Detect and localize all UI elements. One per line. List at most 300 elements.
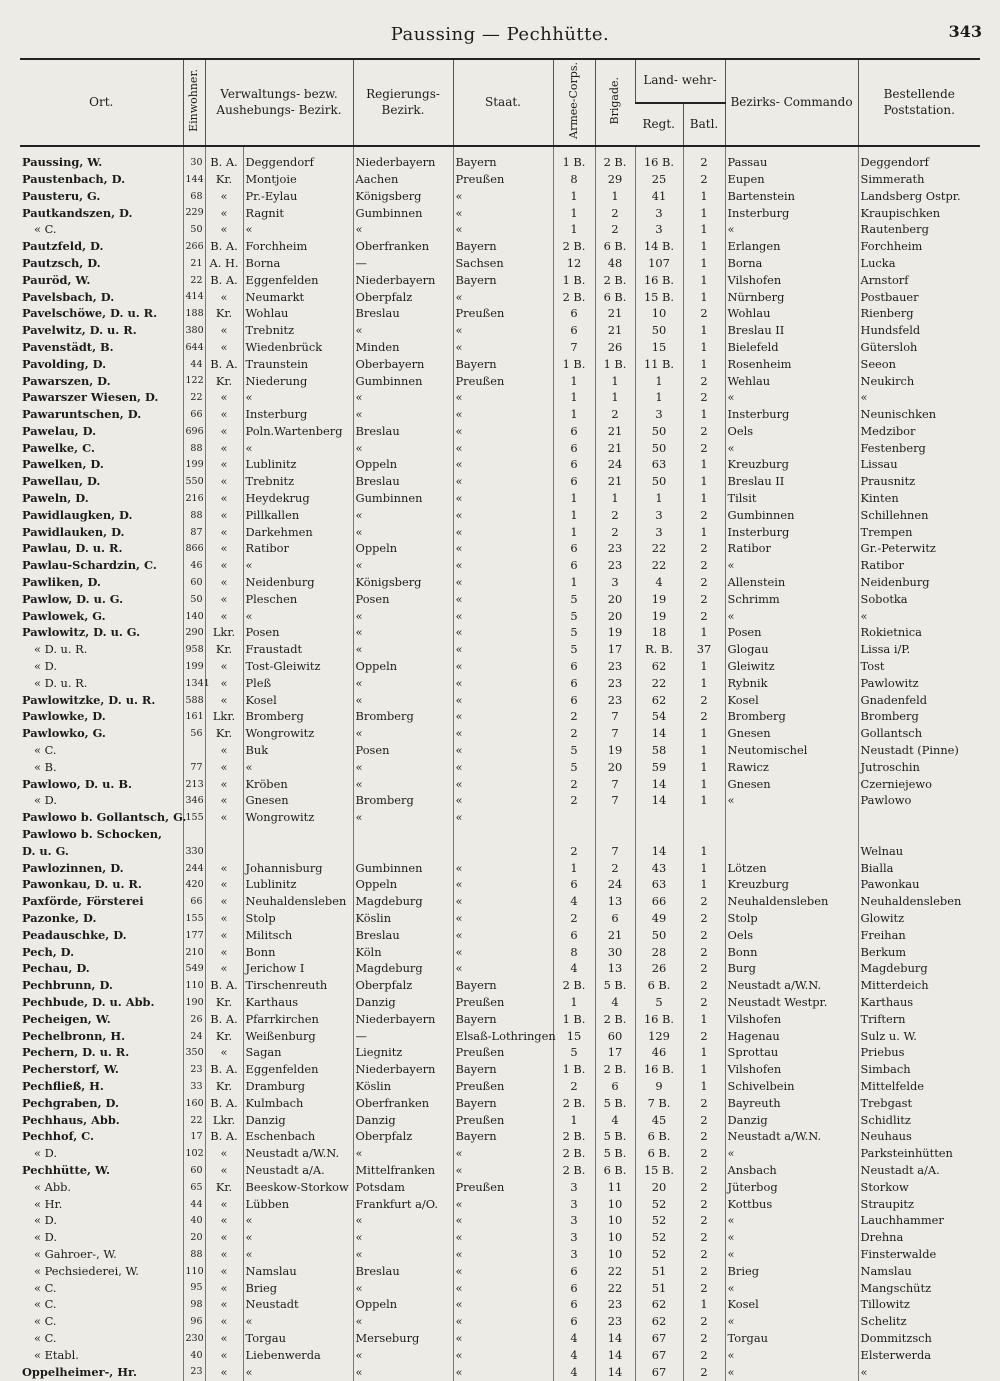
- col-ort: Ort.: [20, 59, 183, 146]
- cell-regierung: Breslau: [353, 1263, 453, 1280]
- cell-batl: 1: [683, 742, 725, 759]
- cell-armee: 2 B.: [553, 1162, 595, 1179]
- cell-batl: [683, 810, 725, 827]
- cell-einwohner: 22: [183, 1112, 205, 1129]
- cell-brigade: 5 B.: [595, 1129, 635, 1146]
- cell-regt: 7 B.: [635, 1095, 683, 1112]
- cell-ort: « C.: [34, 1314, 57, 1329]
- cell-bezirk: Montjoie: [243, 171, 353, 188]
- cell-staat: «: [453, 1229, 553, 1246]
- cell-commando: «: [725, 558, 858, 575]
- cell-ort: « D. u. R.: [34, 642, 88, 657]
- table-row: [20, 1095, 980, 1112]
- cell-amt: «: [205, 507, 243, 524]
- cell-batl: 2: [683, 692, 725, 709]
- cell-commando: Allenstein: [725, 574, 858, 591]
- cell-commando: Stolp: [725, 910, 858, 927]
- cell-staat: «: [453, 877, 553, 894]
- cell-amt: Lkr.: [205, 625, 243, 642]
- cell-regt: 3: [635, 406, 683, 423]
- cell-batl: 2: [683, 944, 725, 961]
- cell-post: Trebgast: [858, 1095, 980, 1112]
- cell-post: Gnadenfeld: [858, 692, 980, 709]
- cell-armee: 4: [553, 1347, 595, 1364]
- cell-regierung: Bromberg: [353, 709, 453, 726]
- cell-staat: «: [453, 1263, 553, 1280]
- cell-brigade: 1: [595, 390, 635, 407]
- cell-bezirk: Neumarkt: [243, 289, 353, 306]
- cell-bezirk: «: [243, 1213, 353, 1230]
- cell-brigade: 7: [595, 709, 635, 726]
- cell-ort: Pech, D.: [22, 944, 75, 959]
- cell-einwohner: 40: [183, 1213, 205, 1230]
- cell-commando: Tilsit: [725, 490, 858, 507]
- cell-commando: Insterburg: [725, 205, 858, 222]
- cell-regt: 52: [635, 1196, 683, 1213]
- cell-staat: Bayern: [453, 146, 553, 171]
- table-row: [20, 726, 980, 743]
- cell-staat: «: [453, 793, 553, 810]
- cell-einwohner: 20: [183, 1229, 205, 1246]
- cell-regt: 25: [635, 171, 683, 188]
- cell-amt: «: [205, 675, 243, 692]
- cell-regierung: «: [353, 1347, 453, 1364]
- cell-brigade: 24: [595, 457, 635, 474]
- cell-einwohner: 290: [183, 625, 205, 642]
- cell-einwohner: 330: [183, 843, 205, 860]
- cell-post: Freihan: [858, 927, 980, 944]
- cell-brigade: 20: [595, 608, 635, 625]
- cell-brigade: 3: [595, 574, 635, 591]
- cell-ort: Pawidlauken, D.: [22, 524, 125, 539]
- cell-bezirk: Lübben: [243, 1196, 353, 1213]
- cell-amt: «: [205, 692, 243, 709]
- cell-commando: «: [725, 1246, 858, 1263]
- cell-amt: «: [205, 490, 243, 507]
- cell-commando: Ratibor: [725, 541, 858, 558]
- cell-staat: «: [453, 608, 553, 625]
- cell-einwohner: 88: [183, 440, 205, 457]
- cell-commando: Ansbach: [725, 1162, 858, 1179]
- cell-regierung: Köslin: [353, 1078, 453, 1095]
- cell-batl: 1: [683, 205, 725, 222]
- cell-regt: 50: [635, 440, 683, 457]
- cell-armee: 2 B.: [553, 289, 595, 306]
- cell-amt: «: [205, 658, 243, 675]
- cell-staat: «: [453, 1246, 553, 1263]
- cell-staat: Elsaß-Lothringen: [453, 1028, 553, 1045]
- cell-brigade: 7: [595, 776, 635, 793]
- cell-bezirk: «: [243, 558, 353, 575]
- cell-einwohner: 350: [183, 1045, 205, 1062]
- cell-batl: 2: [683, 1330, 725, 1347]
- cell-amt: A. H.: [205, 255, 243, 272]
- cell-brigade: 21: [595, 927, 635, 944]
- cell-brigade: 60: [595, 1028, 635, 1045]
- cell-brigade: 10: [595, 1229, 635, 1246]
- cell-regierung: «: [353, 692, 453, 709]
- cell-batl: 2: [683, 927, 725, 944]
- cell-batl: 37: [683, 642, 725, 659]
- cell-regierung: Aachen: [353, 171, 453, 188]
- cell-commando: Sprottau: [725, 1045, 858, 1062]
- cell-ort: « D.: [34, 659, 57, 674]
- col-einwohner: Einwohner.: [183, 59, 205, 146]
- cell-einwohner: 230: [183, 1330, 205, 1347]
- cell-post: Gollantsch: [858, 726, 980, 743]
- cell-commando: Neustadt Westpr.: [725, 994, 858, 1011]
- cell-bezirk: «: [243, 1364, 353, 1381]
- cell-regierung: Danzig: [353, 1112, 453, 1129]
- cell-regt: 14: [635, 793, 683, 810]
- table-row: [20, 1196, 980, 1213]
- table-row: [20, 574, 980, 591]
- cell-post: Schillehnen: [858, 507, 980, 524]
- cell-regt: 16 B.: [635, 272, 683, 289]
- cell-batl: 1: [683, 322, 725, 339]
- col-staat: Staat.: [453, 59, 553, 146]
- cell-post: Mitterdeich: [858, 978, 980, 995]
- table-row: [20, 541, 980, 558]
- table-row: [20, 642, 980, 659]
- cell-amt: Kr.: [205, 642, 243, 659]
- table-row: [20, 146, 980, 171]
- cell-ort: D. u. G.: [22, 843, 69, 858]
- cell-regt: 1: [635, 390, 683, 407]
- table-row: [20, 490, 980, 507]
- col-regt: Regt.: [635, 103, 683, 147]
- cell-ort: « C.: [34, 222, 57, 237]
- cell-staat: «: [453, 524, 553, 541]
- cell-regierung: Oppeln: [353, 877, 453, 894]
- cell-regierung: Niederbayern: [353, 1011, 453, 1028]
- cell-staat: «: [453, 188, 553, 205]
- cell-ort: Pecheigen, W.: [22, 1011, 111, 1026]
- cell-commando: Rybnik: [725, 675, 858, 692]
- cell-regierung: «: [353, 406, 453, 423]
- cell-post: Sulz u. W.: [858, 1028, 980, 1045]
- cell-commando: Schrimm: [725, 591, 858, 608]
- cell-regt: 50: [635, 927, 683, 944]
- cell-ort: Pavelschöwe, D. u. R.: [22, 306, 158, 321]
- cell-einwohner: 87: [183, 524, 205, 541]
- cell-regt: 10: [635, 306, 683, 323]
- cell-regierung: «: [353, 322, 453, 339]
- cell-ort: « C.: [34, 1297, 57, 1312]
- cell-bezirk: Eggenfelden: [243, 272, 353, 289]
- table-row: [20, 222, 980, 239]
- cell-regierung: «: [353, 1313, 453, 1330]
- cell-regierung: Oppeln: [353, 1297, 453, 1314]
- cell-batl: 2: [683, 373, 725, 390]
- cell-post: Simbach: [858, 1061, 980, 1078]
- cell-batl: 2: [683, 608, 725, 625]
- cell-einwohner: 244: [183, 860, 205, 877]
- cell-amt: [205, 826, 243, 843]
- cell-post: Lauchhammer: [858, 1213, 980, 1230]
- cell-brigade: 11: [595, 1179, 635, 1196]
- cell-ort: Pawellau, D.: [22, 474, 101, 489]
- cell-post: «: [858, 608, 980, 625]
- cell-post: Neuhaus: [858, 1129, 980, 1146]
- cell-regt: 6 B.: [635, 1129, 683, 1146]
- cell-einwohner: 588: [183, 692, 205, 709]
- cell-ort: « Etabl.: [34, 1347, 79, 1362]
- cell-staat: «: [453, 944, 553, 961]
- cell-einwohner: 414: [183, 289, 205, 306]
- cell-ort: Pawlozinnen, D.: [22, 860, 124, 875]
- cell-post: Pawlowo: [858, 793, 980, 810]
- cell-regierung: Niederbayern: [353, 1061, 453, 1078]
- cell-post: Deggendorf: [858, 146, 980, 171]
- cell-post: Simmerath: [858, 171, 980, 188]
- cell-ort: « Abb.: [34, 1179, 72, 1194]
- cell-post: Berkum: [858, 944, 980, 961]
- cell-amt: B. A.: [205, 272, 243, 289]
- cell-bezirk: Pillkallen: [243, 507, 353, 524]
- cell-amt: «: [205, 322, 243, 339]
- cell-staat: Preußen: [453, 994, 553, 1011]
- cell-staat: «: [453, 222, 553, 239]
- cell-regierung: Oppeln: [353, 457, 453, 474]
- cell-batl: 2: [683, 1313, 725, 1330]
- cell-staat: «: [453, 423, 553, 440]
- cell-batl: 2: [683, 574, 725, 591]
- cell-regierung: Königsberg: [353, 574, 453, 591]
- cell-staat: «: [453, 541, 553, 558]
- cell-amt: «: [205, 910, 243, 927]
- cell-batl: 1: [683, 658, 725, 675]
- cell-amt: «: [205, 961, 243, 978]
- cell-regierung: Posen: [353, 591, 453, 608]
- cell-post: Mangschütz: [858, 1280, 980, 1297]
- cell-bezirk: Insterburg: [243, 406, 353, 423]
- cell-batl: 2: [683, 978, 725, 995]
- cell-post: [858, 826, 980, 843]
- table-row: [20, 457, 980, 474]
- cell-post: Ratibor: [858, 558, 980, 575]
- cell-staat: [453, 843, 553, 860]
- cell-brigade: 2: [595, 524, 635, 541]
- cell-armee: 1 B.: [553, 356, 595, 373]
- cell-post: Trempen: [858, 524, 980, 541]
- cell-staat: «: [453, 658, 553, 675]
- cell-batl: 1: [683, 1297, 725, 1314]
- cell-post: Parksteinhütten: [858, 1145, 980, 1162]
- cell-amt: «: [205, 1246, 243, 1263]
- cell-bezirk: Neustadt a/W.N.: [243, 1145, 353, 1162]
- cell-batl: 2: [683, 507, 725, 524]
- running-title: Paussing — Pechhütte.: [390, 24, 610, 45]
- cell-regierung: «: [353, 1364, 453, 1381]
- cell-regierung: Posen: [353, 742, 453, 759]
- cell-regt: 62: [635, 1313, 683, 1330]
- cell-einwohner: 177: [183, 927, 205, 944]
- cell-einwohner: [183, 742, 205, 759]
- cell-brigade: 2: [595, 406, 635, 423]
- cell-batl: 1: [683, 289, 725, 306]
- table-row: [20, 961, 980, 978]
- cell-ort: Pechhof, C.: [22, 1129, 95, 1144]
- cell-armee: 2: [553, 709, 595, 726]
- cell-bezirk: Pleß: [243, 675, 353, 692]
- cell-commando: Hagenau: [725, 1028, 858, 1045]
- cell-batl: 2: [683, 961, 725, 978]
- table-row: [20, 826, 980, 843]
- cell-staat: «: [453, 507, 553, 524]
- cell-bezirk: Stolp: [243, 910, 353, 927]
- table-row: [20, 759, 980, 776]
- cell-regierung: [353, 826, 453, 843]
- table-row: [20, 507, 980, 524]
- cell-einwohner: 188: [183, 306, 205, 323]
- cell-regt: 22: [635, 675, 683, 692]
- cell-bezirk: Pr.-Eylau: [243, 188, 353, 205]
- cell-regierung: Breslau: [353, 927, 453, 944]
- cell-brigade: 23: [595, 658, 635, 675]
- cell-post: Lissau: [858, 457, 980, 474]
- cell-bezirk: Lublinitz: [243, 877, 353, 894]
- cell-post: Pawonkau: [858, 877, 980, 894]
- cell-ort: Pazonke, D.: [22, 911, 97, 925]
- cell-batl: 1: [683, 793, 725, 810]
- cell-post: Tillowitz: [858, 1297, 980, 1314]
- cell-regt: 51: [635, 1263, 683, 1280]
- cell-ort: Pawlowo b. Gollantsch, G.: [22, 810, 187, 825]
- cell-bezirk: Heydekrug: [243, 490, 353, 507]
- cell-batl: 1: [683, 776, 725, 793]
- cell-ort: Pawlowko, G.: [22, 726, 106, 741]
- cell-post: Medzibor: [858, 423, 980, 440]
- cell-armee: 6: [553, 675, 595, 692]
- cell-bezirk: Darkehmen: [243, 524, 353, 541]
- cell-einwohner: 161: [183, 709, 205, 726]
- cell-batl: 1: [683, 524, 725, 541]
- cell-ort: Pawelken, D.: [22, 457, 104, 472]
- cell-ort: Pauröd, W.: [22, 272, 91, 287]
- cell-armee: 4: [553, 1364, 595, 1381]
- table-row: [20, 322, 980, 339]
- cell-post: [858, 810, 980, 827]
- cell-amt: «: [205, 742, 243, 759]
- cell-regt: 62: [635, 1297, 683, 1314]
- cell-armee: 1 B.: [553, 146, 595, 171]
- cell-post: Kinten: [858, 490, 980, 507]
- table-row: [20, 1280, 980, 1297]
- cell-ort: Pawidlaugken, D.: [22, 507, 133, 522]
- cell-amt: [205, 843, 243, 860]
- cell-amt: «: [205, 1297, 243, 1314]
- cell-batl: 1: [683, 1078, 725, 1095]
- cell-regt: 22: [635, 558, 683, 575]
- cell-armee: 3: [553, 1196, 595, 1213]
- cell-amt: «: [205, 188, 243, 205]
- table-row: [20, 608, 980, 625]
- cell-regierung: Oberpfalz: [353, 978, 453, 995]
- cell-bezirk: Buk: [243, 742, 353, 759]
- cell-brigade: 19: [595, 625, 635, 642]
- table-row: [20, 1145, 980, 1162]
- cell-brigade: [595, 826, 635, 843]
- cell-post: Glowitz: [858, 910, 980, 927]
- cell-einwohner: 216: [183, 490, 205, 507]
- cell-amt: «: [205, 1229, 243, 1246]
- cell-armee: 2 B.: [553, 1129, 595, 1146]
- cell-regt: 58: [635, 742, 683, 759]
- cell-amt: «: [205, 406, 243, 423]
- cell-einwohner: 122: [183, 373, 205, 390]
- cell-amt: B. A.: [205, 1095, 243, 1112]
- cell-bezirk: «: [243, 1229, 353, 1246]
- cell-batl: 1: [683, 877, 725, 894]
- cell-armee: 3: [553, 1229, 595, 1246]
- cell-regt: 28: [635, 944, 683, 961]
- cell-brigade: 13: [595, 961, 635, 978]
- cell-einwohner: 22: [183, 390, 205, 407]
- cell-armee: 5: [553, 742, 595, 759]
- cell-brigade: 14: [595, 1364, 635, 1381]
- cell-commando: Jüterbog: [725, 1179, 858, 1196]
- cell-ort: Pawaruntschen, D.: [22, 407, 142, 422]
- cell-commando: «: [725, 222, 858, 239]
- cell-amt: B. A.: [205, 978, 243, 995]
- cell-commando: Neustadt a/W.N.: [725, 1129, 858, 1146]
- cell-regt: 52: [635, 1229, 683, 1246]
- cell-einwohner: 40: [183, 1347, 205, 1364]
- cell-bezirk: Torgau: [243, 1330, 353, 1347]
- cell-post: Landsberg Ostpr.: [858, 188, 980, 205]
- cell-regierung: «: [353, 1213, 453, 1230]
- col-landwehr: Land- wehr-: [635, 59, 725, 103]
- cell-regt: 16 B.: [635, 1011, 683, 1028]
- cell-regierung: Potsdam: [353, 1179, 453, 1196]
- table-row: [20, 356, 980, 373]
- cell-ort: Pechgraben, D.: [22, 1095, 119, 1110]
- cell-bezirk: Bromberg: [243, 709, 353, 726]
- cell-post: Storkow: [858, 1179, 980, 1196]
- cell-bezirk: Dramburg: [243, 1078, 353, 1095]
- cell-armee: 1: [553, 490, 595, 507]
- table-row: [20, 1213, 980, 1230]
- cell-batl: 2: [683, 1347, 725, 1364]
- cell-amt: «: [205, 205, 243, 222]
- cell-einwohner: [183, 826, 205, 843]
- cell-regierung: «: [353, 1246, 453, 1263]
- cell-bezirk: Trebnitz: [243, 474, 353, 491]
- cell-batl: 2: [683, 1129, 725, 1146]
- cell-regierung: Oberpfalz: [353, 1129, 453, 1146]
- cell-batl: 2: [683, 1162, 725, 1179]
- cell-brigade: 1: [595, 373, 635, 390]
- cell-amt: «: [205, 810, 243, 827]
- cell-post: Rautenberg: [858, 222, 980, 239]
- cell-regierung: Liegnitz: [353, 1045, 453, 1062]
- cell-regt: 52: [635, 1213, 683, 1230]
- cell-staat: Preußen: [453, 1045, 553, 1062]
- col-batl: Batl.: [683, 103, 725, 147]
- cell-regt: 16 B.: [635, 1061, 683, 1078]
- cell-commando: Schivelbein: [725, 1078, 858, 1095]
- cell-staat: «: [453, 625, 553, 642]
- cell-staat: Preußen: [453, 373, 553, 390]
- cell-armee: 1: [553, 860, 595, 877]
- table-row: [20, 1364, 980, 1381]
- cell-amt: «: [205, 608, 243, 625]
- cell-einwohner: 266: [183, 238, 205, 255]
- cell-regierung: Köln: [353, 944, 453, 961]
- cell-batl: 1: [683, 1011, 725, 1028]
- cell-staat: «: [453, 692, 553, 709]
